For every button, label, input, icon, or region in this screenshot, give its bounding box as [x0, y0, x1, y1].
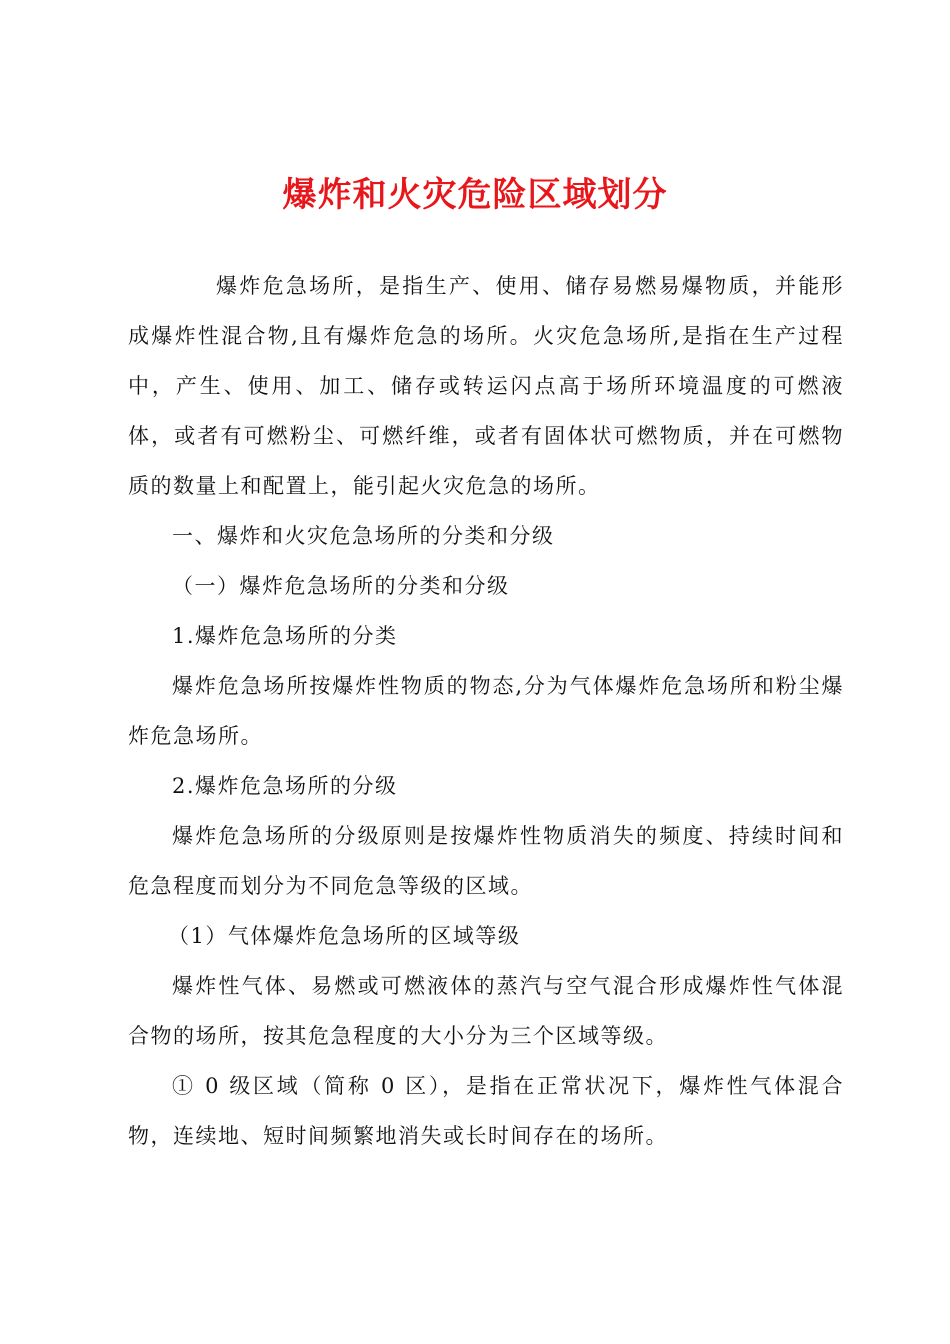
paragraph-grading-principle: 爆炸危急场所的分级原则是按爆炸性物质消失的频度、持续时间和危急程度而划分为不同危急等级的区域。: [128, 824, 844, 898]
paragraph-classification: 爆炸危急场所按爆炸性物质的物态,分为气体爆炸危急场所和粉尘爆炸危急场所。: [128, 674, 844, 748]
heading-gas-zone-levels: （1）气体爆炸危急场所的区域等级: [168, 924, 521, 948]
heading-item-2: 2.爆炸危急场所的分级: [172, 774, 398, 798]
paragraph-definition: 爆炸危急场所，是指生产、使用、储存易燃易爆物质，并能形成爆炸性混合物,且有爆炸危急的场所。火灾危急场所,是指在生产过程中，产生、使用、加工、储存或转运闪点高于场所环境温度的可燃液体，或者有可燃粉尘、可燃纤维，或者有固体状可燃物质，并在可燃物质的数量上和配置上，能引起火灾危急的场所。: [128, 274, 844, 498]
heading-subsection-1: （一）爆炸危急场所的分类和分级: [172, 574, 510, 598]
document-title: 爆炸和火灾危险区域划分: [282, 175, 668, 215]
paragraph-zone-0: ① 0 级区域（简称 0 区），是指在正常状况下，爆炸性气体混合物，连续地、短时间频繁地消失或长时间存在的场所。: [128, 1074, 844, 1148]
heading-section-1: 一、爆炸和火灾危急场所的分类和分级: [172, 524, 555, 548]
paragraph-gas-mixture: 爆炸性气体、易燃或可燃液体的蒸汽与空气混合形成爆炸性气体混合物的场所，按其危急程度的大小分为三个区域等级。: [128, 974, 844, 1048]
heading-item-1: 1.爆炸危急场所的分类: [172, 624, 398, 648]
